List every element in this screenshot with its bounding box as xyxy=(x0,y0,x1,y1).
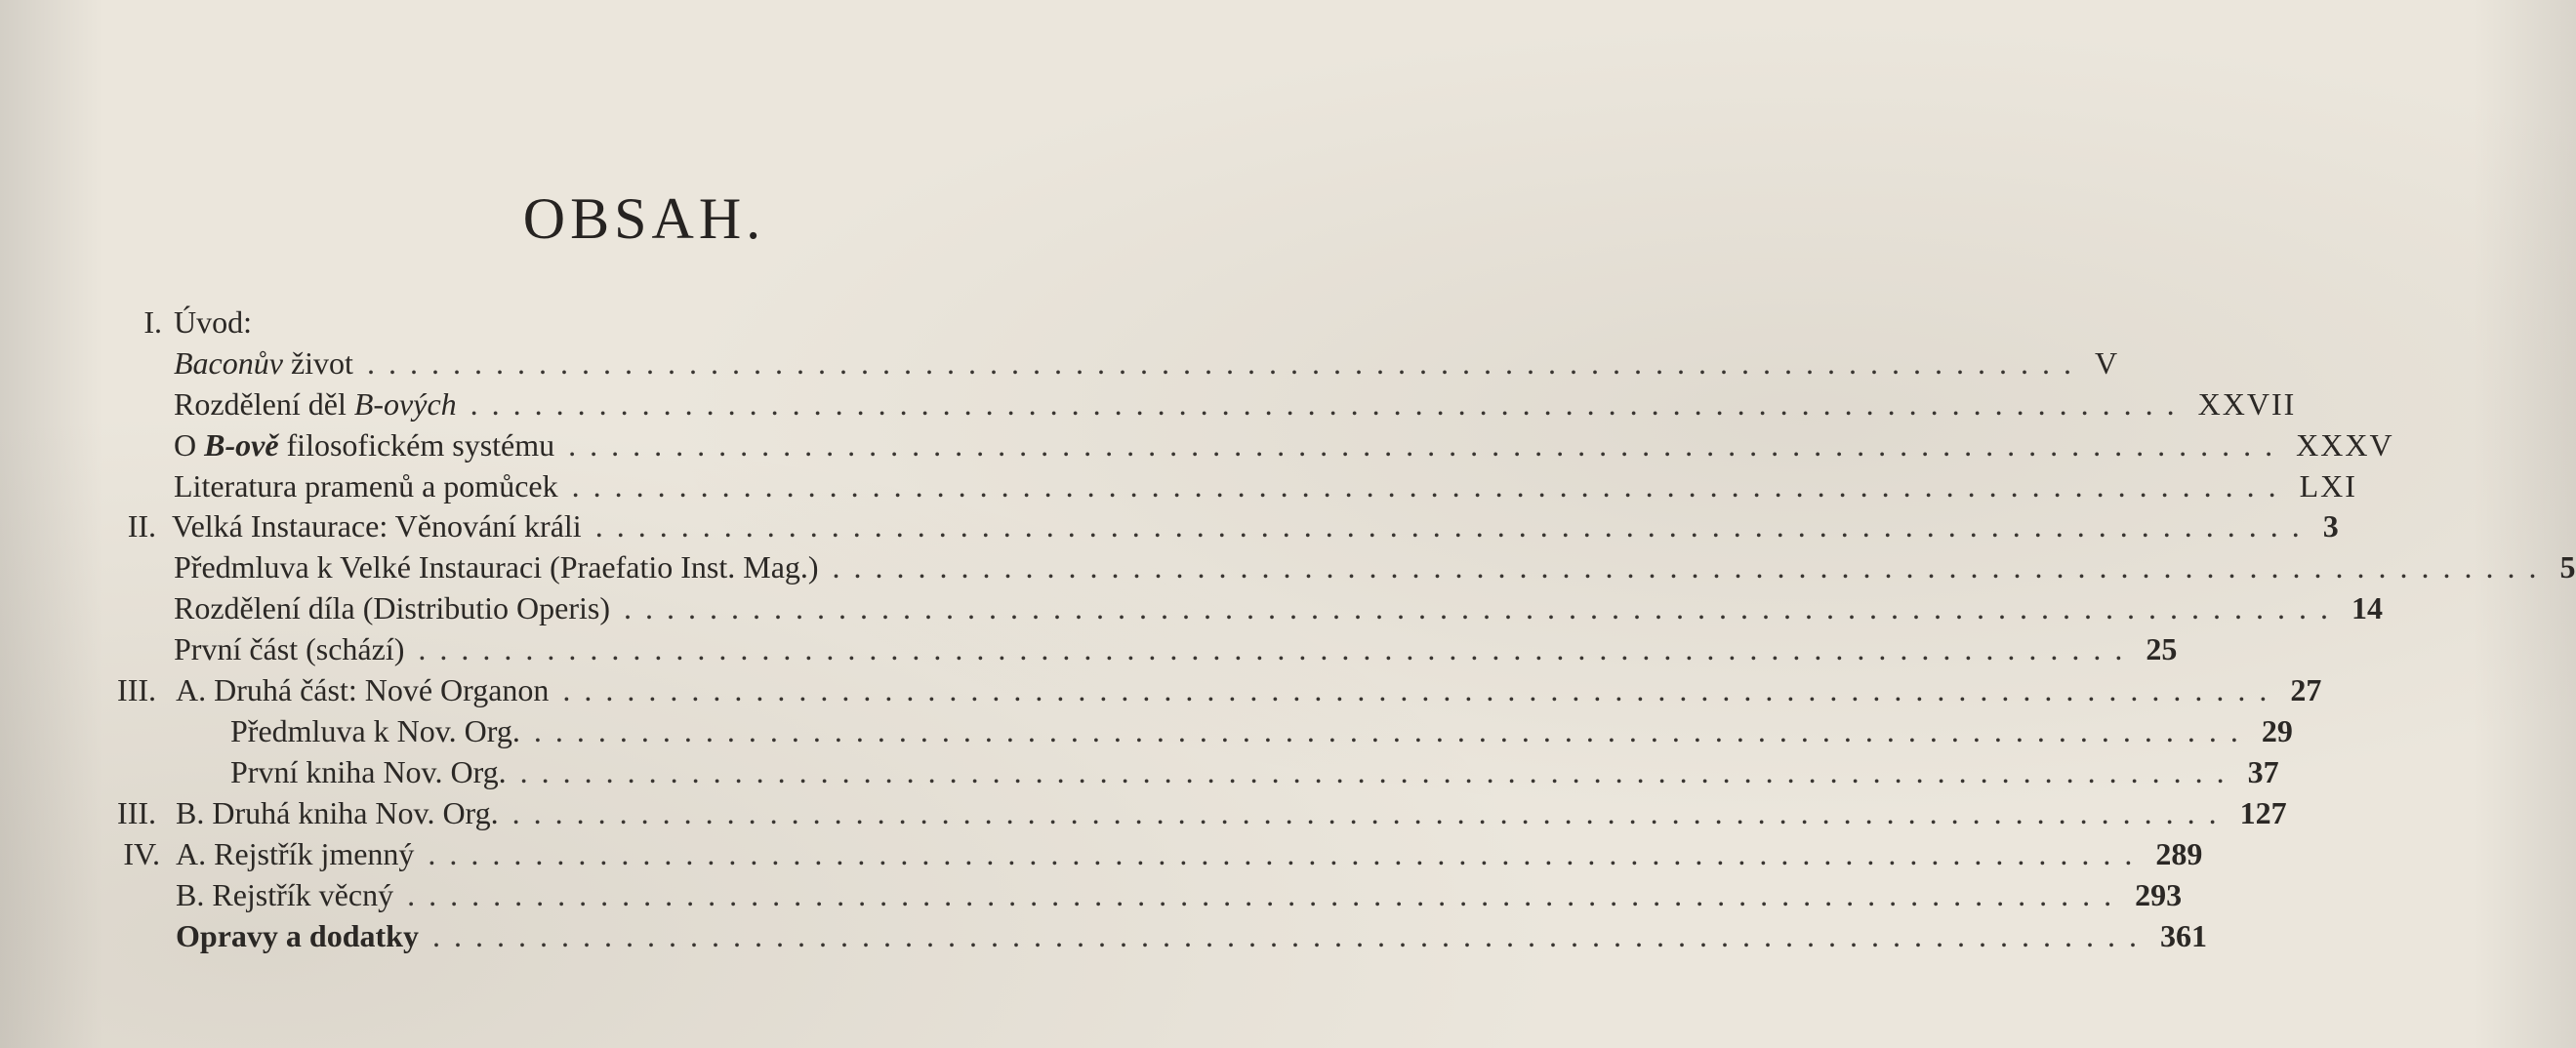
toc-entry-title-part: Literatura pramenů a pomůcek xyxy=(174,468,558,504)
toc-page-number: 29 xyxy=(2261,713,2293,748)
toc-entry-title-part: B. Rejstřík věcný xyxy=(176,877,394,912)
dot-leader: ................................................................................ xyxy=(832,549,2551,584)
toc-entry-title-part: Velká Instaurace: Věnování králi xyxy=(172,508,582,544)
toc-page-number: 127 xyxy=(2239,795,2287,830)
toc-entry xyxy=(174,383,2297,425)
dot-leader: ................................................................................ xyxy=(624,590,2343,625)
toc-entry-title xyxy=(174,301,252,343)
dot-leader: ................................................................................ xyxy=(407,877,2126,912)
toc-entry xyxy=(172,504,2339,547)
toc-entry-title-part: První kniha Nov. Org. xyxy=(230,754,507,789)
toc-page-number: 37 xyxy=(2247,754,2279,789)
dot-leader: ................................................................................ xyxy=(511,795,2230,830)
toc-entry-title-part: První část (schází) xyxy=(174,631,405,666)
toc-entry xyxy=(230,709,2293,752)
toc-entry xyxy=(174,301,1197,343)
toc-entry xyxy=(174,464,2357,507)
toc-entry-title xyxy=(174,627,404,670)
toc-entry-title xyxy=(174,464,558,507)
dot-leader: ................................................................................ xyxy=(571,468,2290,504)
toc-page-number: XXXV xyxy=(2296,427,2394,463)
toc-entry-title-part: B-ových xyxy=(353,386,457,422)
toc-entry-title xyxy=(174,342,353,384)
dot-leader: ................................................................................ xyxy=(418,631,2137,666)
toc-page-number: XXVII xyxy=(2197,386,2297,422)
toc-page-number: 5 xyxy=(2559,549,2576,584)
toc-page-number: 14 xyxy=(2351,590,2384,625)
toc-entry-title-part: O xyxy=(174,427,205,463)
page-title: OBSAH. xyxy=(522,186,766,251)
toc-entry-title-part: B. Druhá kniha Nov. Org. xyxy=(176,795,499,830)
toc-entry xyxy=(176,668,2322,711)
toc-entry-title-part: A. Druhá část: Nové Organon xyxy=(176,672,550,707)
toc-page-number: 3 xyxy=(2322,508,2339,544)
toc-entry xyxy=(174,342,2120,384)
toc-entry xyxy=(174,423,2394,466)
toc-entry-title xyxy=(176,914,419,957)
toc-page-number: 27 xyxy=(2290,672,2322,707)
toc-entry xyxy=(176,791,2287,834)
toc-entry-title xyxy=(230,709,520,752)
toc-entry xyxy=(176,914,2207,957)
dot-leader: ................................................................................ xyxy=(366,345,2085,381)
toc-entry-title-part: Baconův xyxy=(174,345,283,381)
toc-section-number: I. xyxy=(143,304,162,340)
toc-entry-title xyxy=(174,383,457,425)
toc-entry xyxy=(230,750,2279,793)
toc-entry-title-part: Rozdělení díla (Distributio Operis) xyxy=(174,590,611,625)
toc-page-number: 25 xyxy=(2146,631,2178,666)
toc-entry-title xyxy=(176,832,414,875)
toc-entry-title-part: A. Rejstřík jmenný xyxy=(176,836,415,871)
toc-page-number: LXI xyxy=(2299,468,2357,504)
toc-entry-title xyxy=(176,791,499,834)
dot-leader: ................................................................................ xyxy=(533,713,2252,748)
toc-page-number: 293 xyxy=(2135,877,2183,912)
toc-entry-title xyxy=(230,750,507,793)
toc-entry xyxy=(176,873,2183,916)
toc-page-number: V xyxy=(2094,345,2120,381)
toc-entry xyxy=(174,586,2384,629)
toc-section-number: II. xyxy=(127,508,156,544)
toc-entry-title-part: B-ově xyxy=(204,427,279,463)
dot-leader: ................................................................................ xyxy=(470,386,2188,422)
toc-section-number: III. xyxy=(117,795,156,830)
toc-entry-title-part: Předmluva k Nov. Org. xyxy=(230,713,520,748)
toc-page-number: 289 xyxy=(2155,836,2203,871)
toc-entry-title-part: život xyxy=(282,345,353,381)
dot-leader: ................................................................................ xyxy=(568,427,2287,463)
toc-entry-title-part: Rozdělení děl xyxy=(174,386,354,422)
toc-entry-title-part: filosofickém systému xyxy=(278,427,555,463)
toc-entry xyxy=(176,832,2203,875)
dot-leader: ................................................................................ xyxy=(428,836,2147,871)
toc-entry-title-part: Úvod: xyxy=(174,304,252,340)
toc-entry-title xyxy=(174,545,819,588)
dot-leader: ................................................................................ xyxy=(562,672,2281,707)
toc-section-number: III. xyxy=(117,672,156,707)
toc-entry-title-part: Předmluva k Velké Instauraci (Praefatio Inst. Mag.) xyxy=(174,549,819,584)
toc-entry-title xyxy=(176,668,549,711)
dot-leader: ................................................................................ xyxy=(519,754,2238,789)
toc-entry-title xyxy=(174,586,610,629)
toc-entry-title xyxy=(174,423,554,466)
toc-entry-title xyxy=(172,504,582,547)
toc-entry xyxy=(174,545,2576,588)
toc-entry xyxy=(174,627,2178,670)
toc-entry-title xyxy=(176,873,393,916)
dot-leader: ................................................................................ xyxy=(431,918,2150,953)
toc-section-number: IV. xyxy=(123,836,160,871)
toc-entry-title-part: Opravy a dodatky xyxy=(176,918,419,953)
toc-page-number: 361 xyxy=(2159,918,2207,953)
dot-leader: ................................................................................ xyxy=(594,508,2313,544)
